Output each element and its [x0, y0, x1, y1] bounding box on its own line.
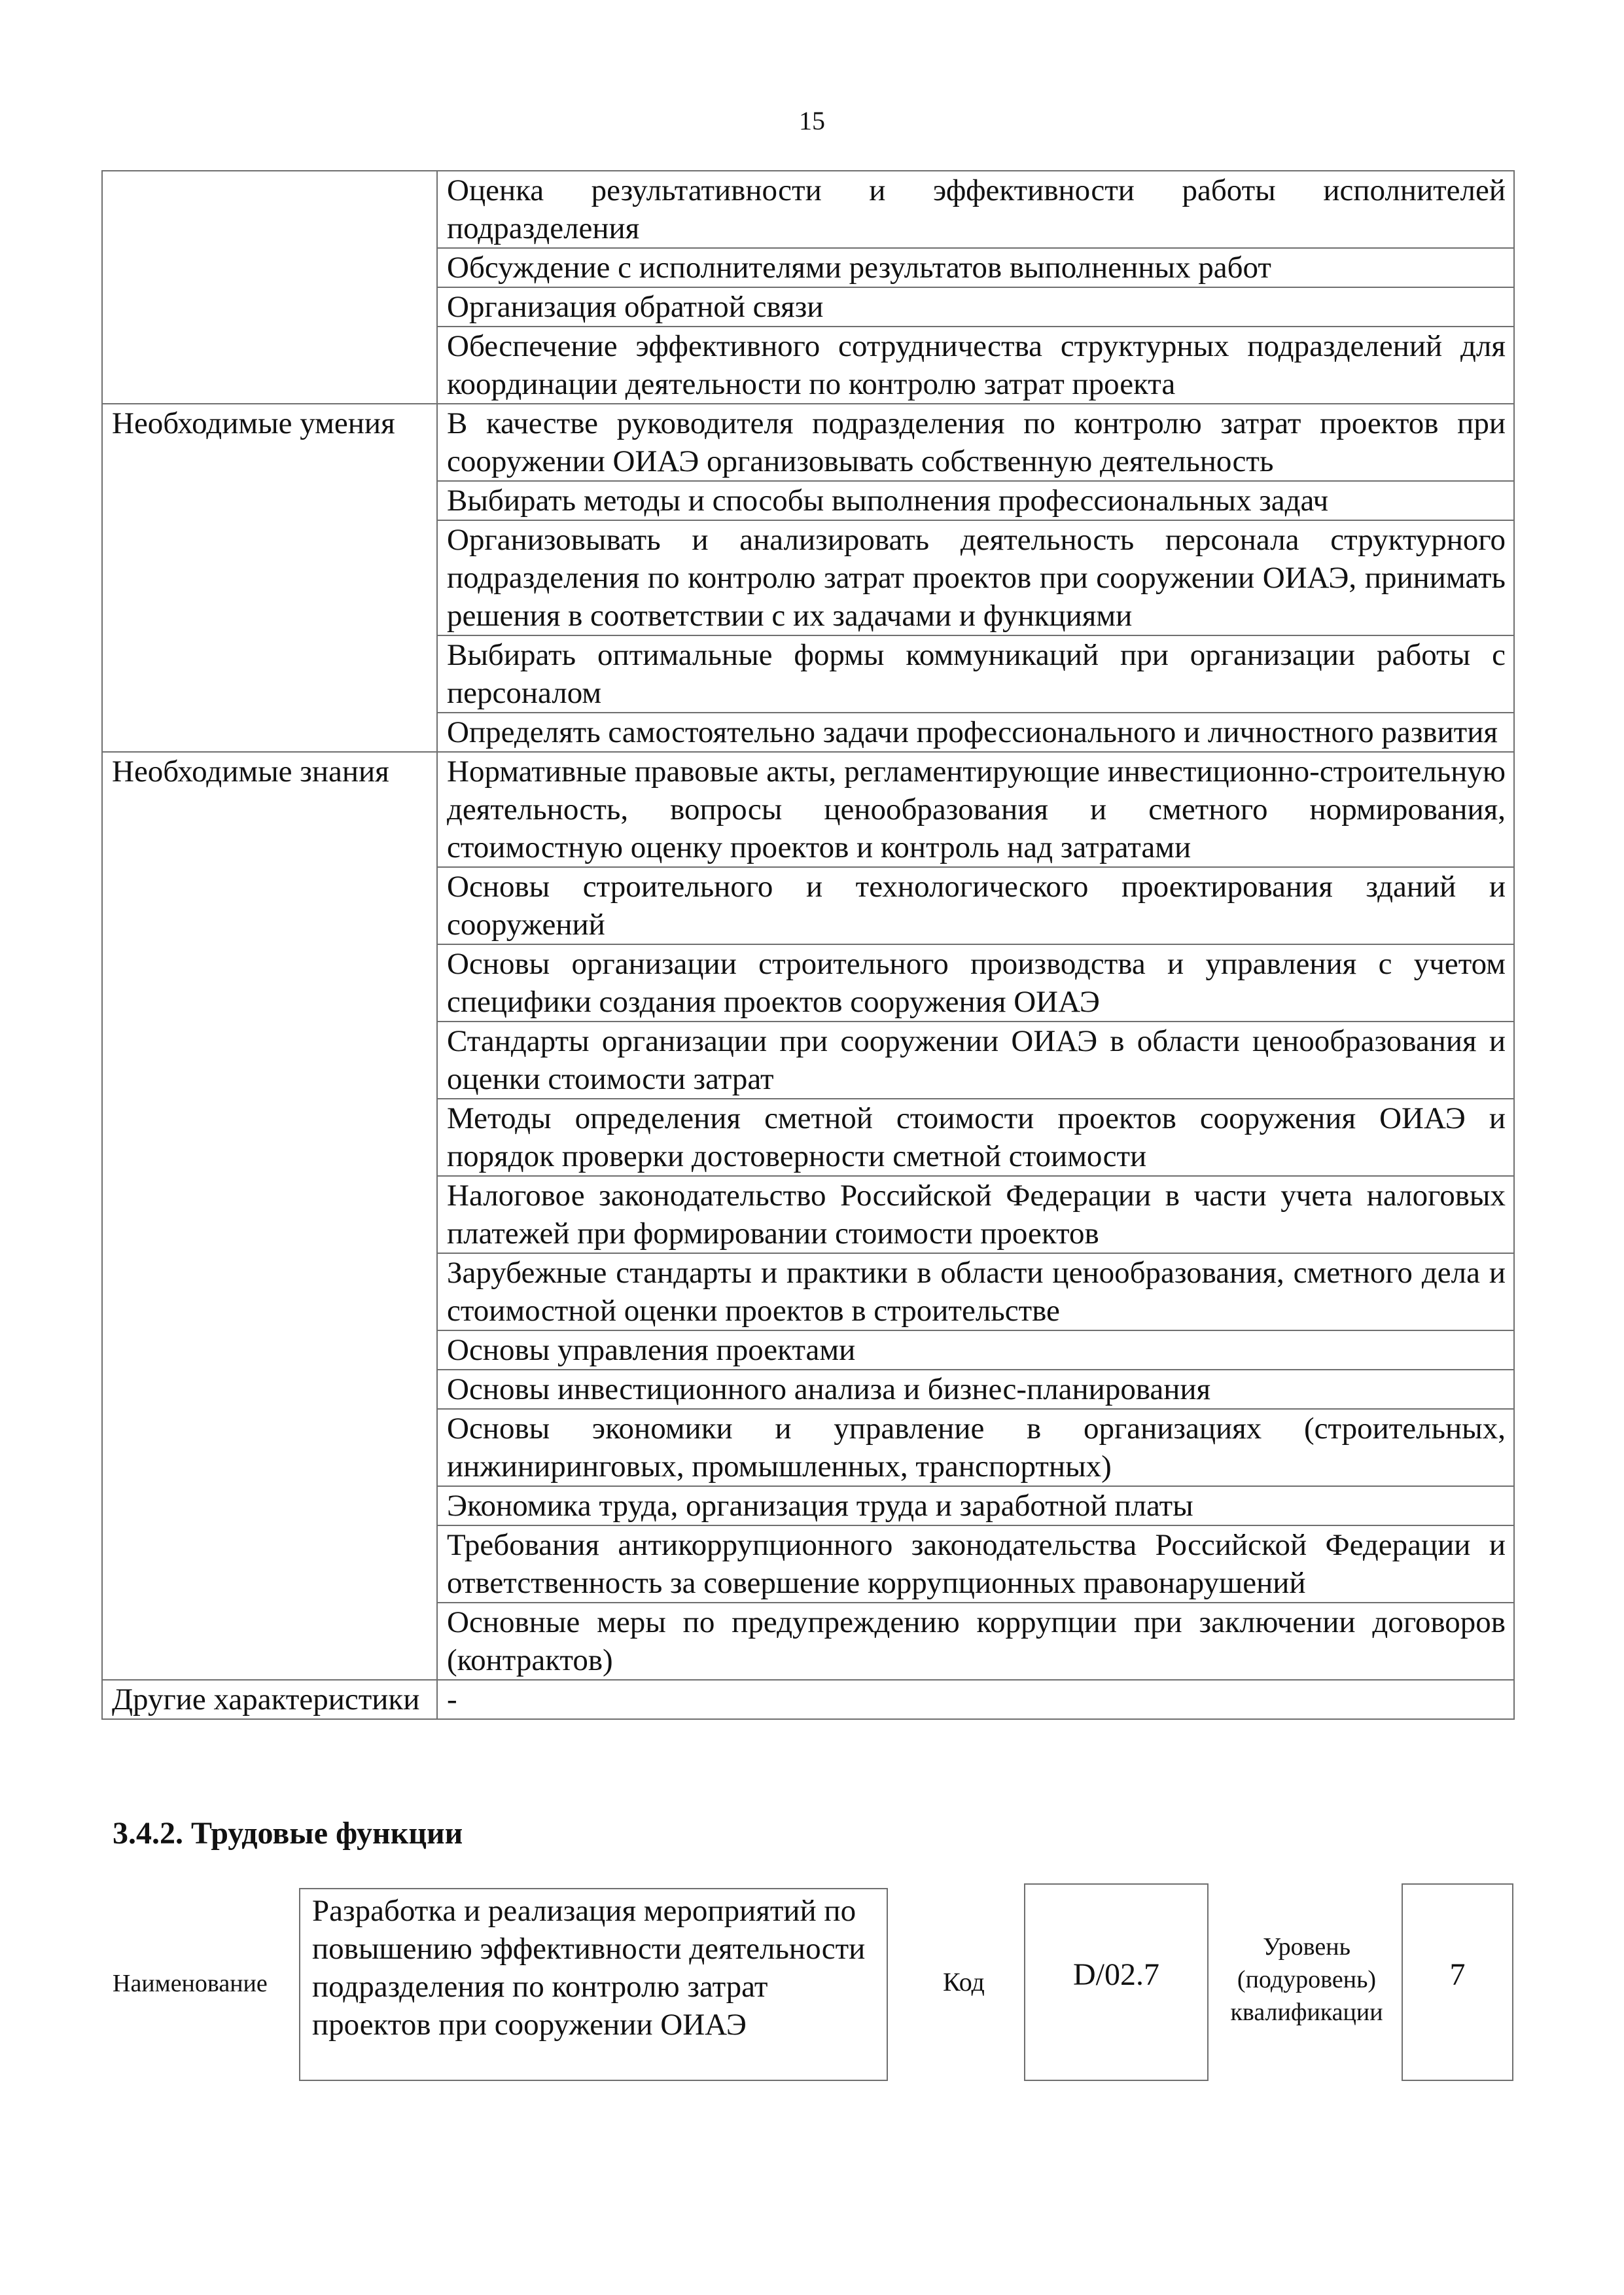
code-value-box: D/02.7: [1024, 1883, 1209, 2081]
function-name-box: Разработка и реализация мероприятий по повышению эффективности деятельности подразделения по контролю затрат проектов при сооружении ОИАЭ: [299, 1888, 888, 2081]
table-row: [102, 752, 1514, 867]
row-label: Необходимые знания: [102, 752, 437, 1680]
row-item: Обеспечение эффективного сотрудничества структурных подразделений для координации деятельности по контролю затрат проекта: [437, 327, 1514, 404]
code-label: Код: [943, 1967, 985, 1997]
requirements-table: [101, 170, 1515, 1720]
row-item: Выбирать методы и способы выполнения профессиональных задач: [437, 481, 1514, 520]
row-item: Налоговое законодательство Российской Федерации в части учета налоговых платежей при формировании стоимости проектов: [437, 1176, 1514, 1253]
level-label-line-1: Уровень: [1263, 1933, 1350, 1961]
section-heading: 3.4.2. Трудовые функции: [113, 1816, 463, 1851]
row-item: Требования антикоррупционного законодательства Российской Федерации и ответственность за совершение коррупционных правонарушений: [437, 1525, 1514, 1603]
level-value-box: 7: [1402, 1883, 1513, 2081]
row-item: Основы управления проектами: [437, 1330, 1514, 1370]
row-item: В качестве руководителя подразделения по контролю затрат проектов при сооружении ОИАЭ организовывать собственную деятельность: [437, 404, 1514, 481]
row-item: -: [437, 1680, 1514, 1719]
table-row: [102, 1680, 1514, 1719]
row-item: Выбирать оптимальные формы коммуникаций при организации работы с персоналом: [437, 635, 1514, 713]
row-item: Основы строительного и технологического проектирования зданий и сооружений: [437, 867, 1514, 944]
row-label: Другие характеристики: [102, 1680, 437, 1719]
row-item: Организация обратной связи: [437, 287, 1514, 327]
table-row: [102, 171, 1514, 248]
row-item: Экономика труда, организация труда и заработной платы: [437, 1486, 1514, 1525]
row-item: Организовывать и анализировать деятельность персонала структурного подразделения по контролю затрат проектов при сооружении ОИАЭ, принимать решения в соответствии с их задачами и функциями: [437, 520, 1514, 635]
row-item: Методы определения сметной стоимости проектов сооружения ОИАЭ и порядок проверки достоверности сметной стоимости: [437, 1099, 1514, 1176]
row-item: Нормативные правовые акты, регламентирующие инвестиционно-строительную деятельность, вопросы ценообразования и сметного нормирования, стоимостную оценку проектов и контроль над затратами: [437, 752, 1514, 867]
row-item: Основы экономики и управление в организациях (строительных, инжиниринговых, промышленных, транспортных): [437, 1409, 1514, 1486]
table-row: [102, 404, 1514, 481]
row-item: Основы организации строительного производства и управления с учетом специфики создания проектов сооружения ОИАЭ: [437, 944, 1514, 1022]
requirements-table-body: [102, 171, 1514, 1719]
row-item: Стандарты организации при сооружении ОИАЭ в области ценообразования и оценки стоимости затрат: [437, 1022, 1514, 1099]
name-label: Наименование: [113, 1970, 268, 1997]
row-item: Определять самостоятельно задачи профессионального и личностного развития: [437, 713, 1514, 752]
level-label-line-3: квалификации: [1230, 1999, 1383, 2026]
row-label: [102, 171, 437, 404]
row-item: Основы инвестиционного анализа и бизнес-планирования: [437, 1370, 1514, 1409]
row-item: Зарубежные стандарты и практики в области ценообразования, сметного дела и стоимостной оценки проектов в строительстве: [437, 1253, 1514, 1330]
level-label: [1218, 1930, 1395, 2029]
row-item: Основные меры по предупреждению коррупции при заключении договоров (контрактов): [437, 1603, 1514, 1680]
row-item: Оценка результативности и эффективности работы исполнителей подразделения: [437, 171, 1514, 248]
row-item: Обсуждение с исполнителями результатов выполненных работ: [437, 248, 1514, 287]
level-label-line-2: (подуровень): [1237, 1966, 1377, 1993]
row-label: Необходимые умения: [102, 404, 437, 752]
page-number: 15: [799, 106, 825, 135]
